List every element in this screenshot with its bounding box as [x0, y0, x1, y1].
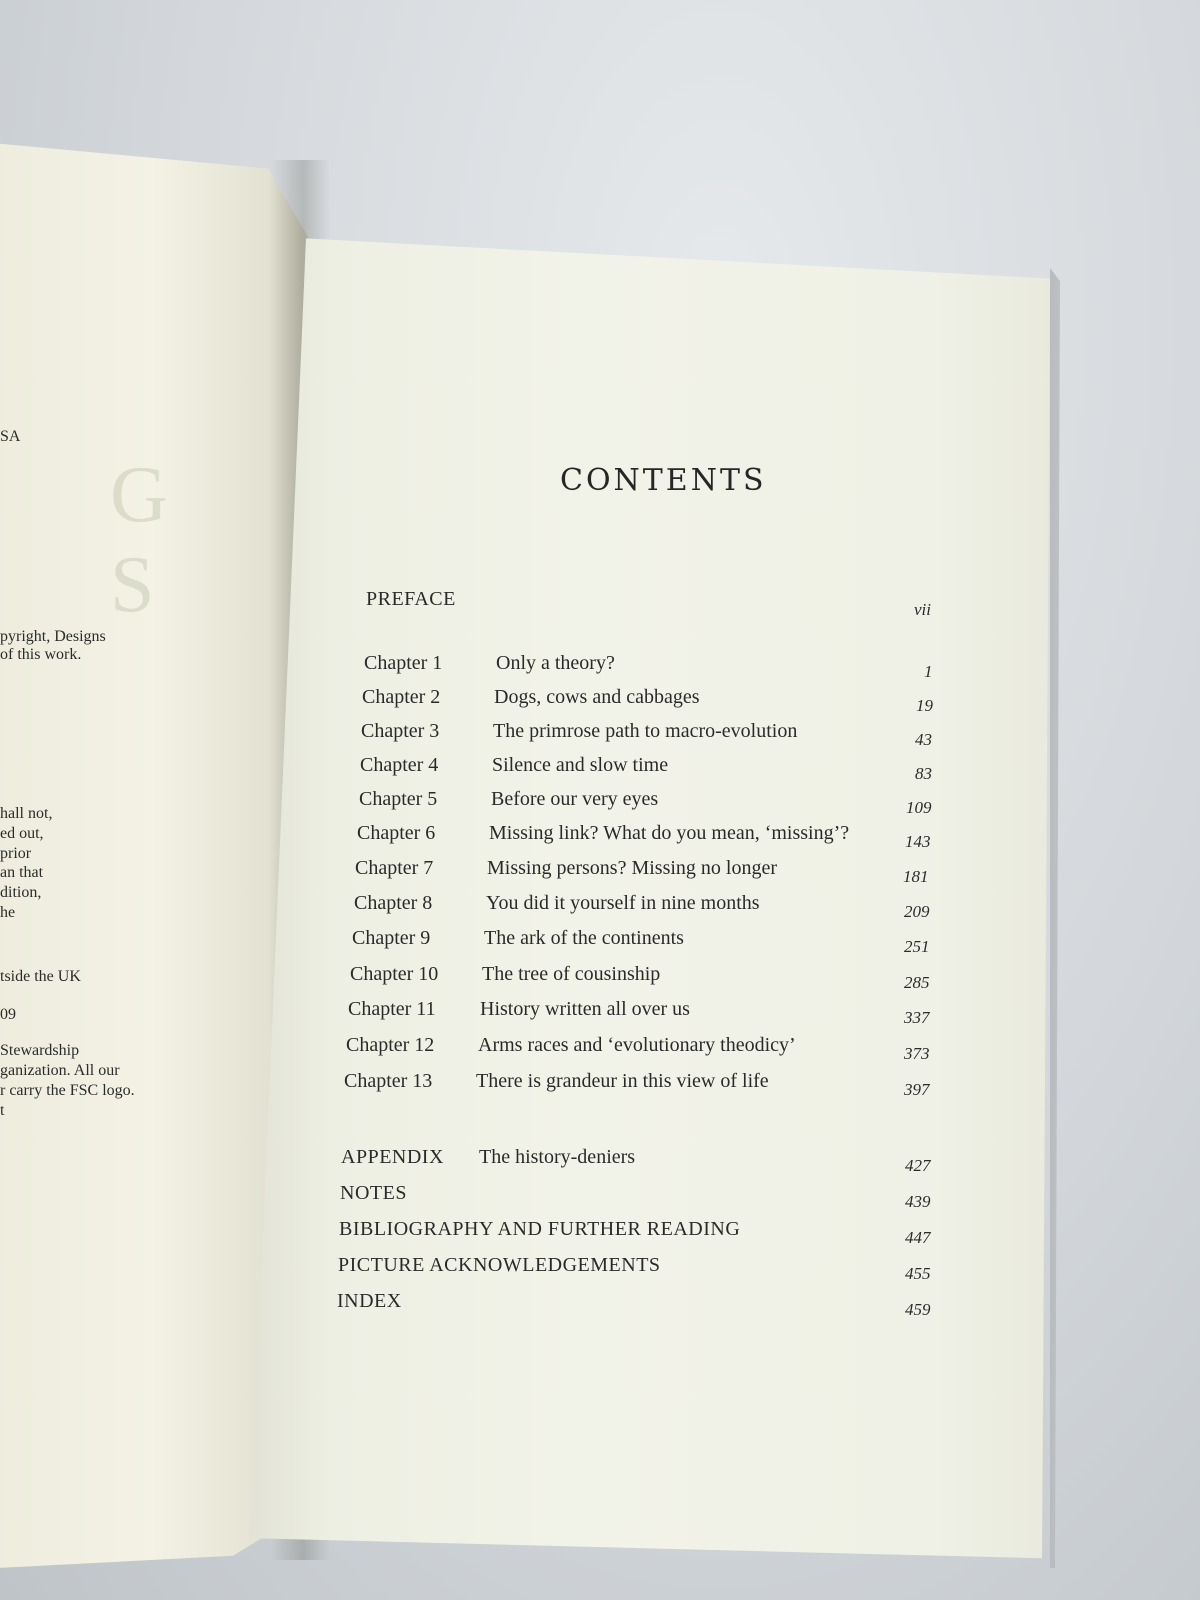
toc-label: Chapter 9	[352, 927, 431, 949]
toc-label: INDEX	[337, 1290, 402, 1312]
toc-label: PREFACE	[366, 588, 456, 610]
left-line: tside the UK	[0, 968, 81, 985]
left-line: t	[0, 1102, 5, 1119]
left-line: ed out,	[0, 825, 44, 842]
toc-page: 285	[904, 973, 930, 992]
toc-page: 397	[904, 1080, 930, 1099]
toc-page: 43	[915, 730, 932, 749]
toc-title: The tree of cousinship	[482, 963, 661, 985]
toc-label: BIBLIOGRAPHY AND FURTHER READING	[339, 1218, 741, 1240]
left-line: ganization. All our	[0, 1062, 120, 1079]
toc-label: Chapter 4	[360, 754, 439, 776]
toc-title: Arms races and ‘evolutionary theodicy’	[478, 1034, 796, 1056]
toc-title: The history-deniers	[479, 1146, 636, 1168]
toc-label: APPENDIX	[341, 1146, 444, 1168]
toc-label: Chapter 1	[364, 652, 443, 674]
toc-page: 1	[924, 662, 933, 681]
toc-label: Chapter 3	[361, 720, 440, 742]
left-line: pyright, Designs	[0, 628, 106, 645]
toc-title: You did it yourself in nine months	[486, 892, 760, 914]
left-line: prior	[0, 845, 32, 862]
toc-title: The primrose path to macro-evolution	[493, 720, 798, 742]
toc-title: Before our very eyes	[491, 788, 659, 810]
toc-page: 439	[905, 1192, 931, 1211]
left-line: an that	[0, 864, 44, 881]
toc-page: 181	[903, 867, 929, 886]
toc-page: 337	[904, 1008, 930, 1027]
left-line: dition,	[0, 884, 42, 901]
toc-title: Missing link? What do you mean, ‘missing’?	[489, 822, 850, 844]
left-line: SA	[0, 428, 21, 445]
toc-page: 455	[905, 1264, 931, 1283]
toc-label: Chapter 12	[346, 1034, 435, 1056]
toc-label: Chapter 6	[357, 822, 436, 844]
toc-page: 143	[905, 832, 931, 851]
toc-label: Chapter 10	[350, 963, 439, 985]
toc-page: 19	[916, 696, 933, 715]
toc-title: There is grandeur in this view of life	[476, 1070, 769, 1092]
toc-title: Silence and slow time	[492, 754, 669, 776]
toc-title: History written all over us	[480, 998, 690, 1020]
toc-page: 427	[905, 1156, 931, 1175]
show-through-text: S	[110, 541, 157, 629]
toc-page: 83	[915, 764, 932, 783]
left-line: r carry the FSC logo.	[0, 1082, 135, 1099]
toc-page: 251	[904, 937, 930, 956]
toc-page: 109	[906, 798, 932, 817]
toc-label: Chapter 13	[344, 1070, 433, 1092]
toc-title: Only a theory?	[496, 652, 615, 674]
toc-label: Chapter 5	[359, 788, 438, 810]
toc-label: Chapter 2	[362, 686, 441, 708]
toc-title: Dogs, cows and cabbages	[494, 686, 700, 708]
toc-label: Chapter 11	[348, 998, 436, 1020]
left-line: Stewardship	[0, 1042, 80, 1059]
toc-label: PICTURE ACKNOWLEDGEMENTS	[338, 1254, 661, 1276]
toc-label: Chapter 8	[354, 892, 433, 914]
left-line: of this work.	[0, 646, 82, 663]
toc-page: 373	[904, 1044, 930, 1063]
toc-title: The ark of the continents	[484, 927, 684, 949]
toc-page: vii	[914, 600, 931, 619]
toc-title: Missing persons? Missing no longer	[487, 857, 777, 879]
contents-title: CONTENTS	[560, 463, 767, 498]
toc-label: NOTES	[340, 1182, 407, 1204]
toc-page: 447	[905, 1228, 931, 1247]
toc-page: 209	[904, 902, 930, 921]
show-through-text: G	[110, 451, 170, 539]
left-line: he	[0, 904, 16, 921]
toc-label: Chapter 7	[355, 857, 434, 879]
toc-page: 459	[905, 1300, 931, 1319]
left-line: 09	[0, 1006, 16, 1023]
left-line: hall not,	[0, 805, 53, 822]
